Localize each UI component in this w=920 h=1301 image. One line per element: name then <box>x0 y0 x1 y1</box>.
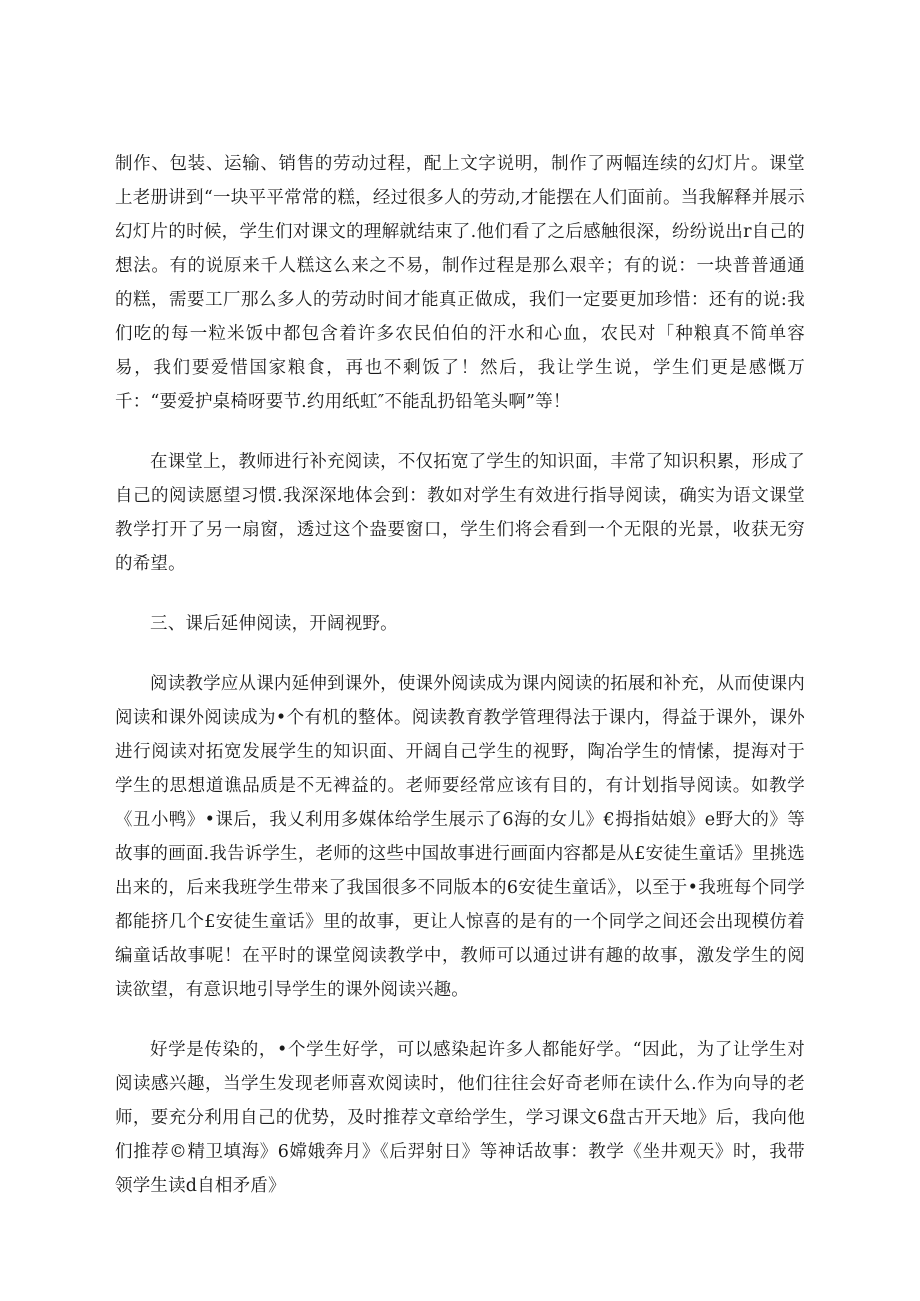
paragraph-supplementary-reading: 在课堂上，教师进行补充阅读，不仅拓宽了学生的知识面，丰常了知识积累，形成了自己的阅读愿望习惯.我深深地体会到：教如对学生有效进行指导阅读，确实为语文课堂教学打开了另一扇窗，透过这个盎要窗口，学生们将会看到一个无限的光景，收获无穷的希望。 <box>115 452 805 574</box>
document-body <box>115 147 805 1229</box>
paragraph-contagious-learning: 好学是传染的，•个学生好学，可以感染起许多人都能好学。“因此，为了让学生对阅读感兴趣，当学生发现老师喜欢阅读时，他们往往会好奇老师在读什么.作为向导的老师，要充分利用自己的优势，及时推荐文章给学生，学习课文6盘古开天地》后，我向他们推荐©精卫填海》6嫦娥奔月》《后羿射日》等神话故事：教学《坐井观天》时，我带领学生读d自相矛盾》 <box>115 1040 805 1196</box>
section-heading-after-class-reading: 三、课后延伸阅读，开阔视野。 <box>150 614 398 634</box>
paragraph-extend-reading: 阅读教学应从课内延伸到课外，使课外阅读成为课内阅读的拓展和补充，从而使课内阅读和课外阅读成为•个有机的整体。阅读教育教学管理得法于课内，得益于课外，课外进行阅读对拓宽发展学生的知识面、开阔自己学生的视野，陶冶学生的情愫，提海对于学生的思想道谯品质是不无裨益的。老师要经常应该有目的，有计划指导阅读。如教学《丑小鸭》•课后，我乂利用多媒体给学生展示了6海的女儿》€拇指姑娘》e野大的》等故事的画面.我告诉学生，老师的这些中国故事进行画面内容都是从£安徒生童话》里挑选出来的，后来我班学生带来了我国很多不同版本的6安徒生童话》，以至于•我班每个同学都能挤几个£安徒生童话》里的故事，更让人惊喜的是有的一个同学之间还会出现模仿着编童话故事呢！在平时的课堂阅读教学中，教师可以通过讲有趣的故事，激发学生的阅读欲望，有意识地引导学生的课外阅读兴趣。 <box>115 674 805 1000</box>
paragraph-slideshow: 制作、包装、运输、销售的劳动过程，配上文字说明，制作了两幅连续的幻灯片。课堂上老册讲到“一块平平常常的糕，经过很多人的劳动,才能摆在人们面前。当我解释并展示幻灯片的时候，学生们对课文的理解就结束了.他们看了之后感触很深，纷纷说出r自己的想法。有的说原来千人糕这么来之不易，制作过程是那么艰辛；有的说：一块普普通通的糕，需要工厂那么多人的劳动时间才能真正做成，我们一定要更加珍惜：还有的说:我们吃的每一粒米饭中都包含着许多农民伯伯的汗水和心血，农民对「种粮真不简单容易，我们要爱惜国家粮食，再也不剩饭了！然后，我让学生说，学生们更是感慨万千：“要爱护桌椅呀要节.约用纸虹″不能乱扔铅笔头啊”等！ <box>115 154 805 412</box>
